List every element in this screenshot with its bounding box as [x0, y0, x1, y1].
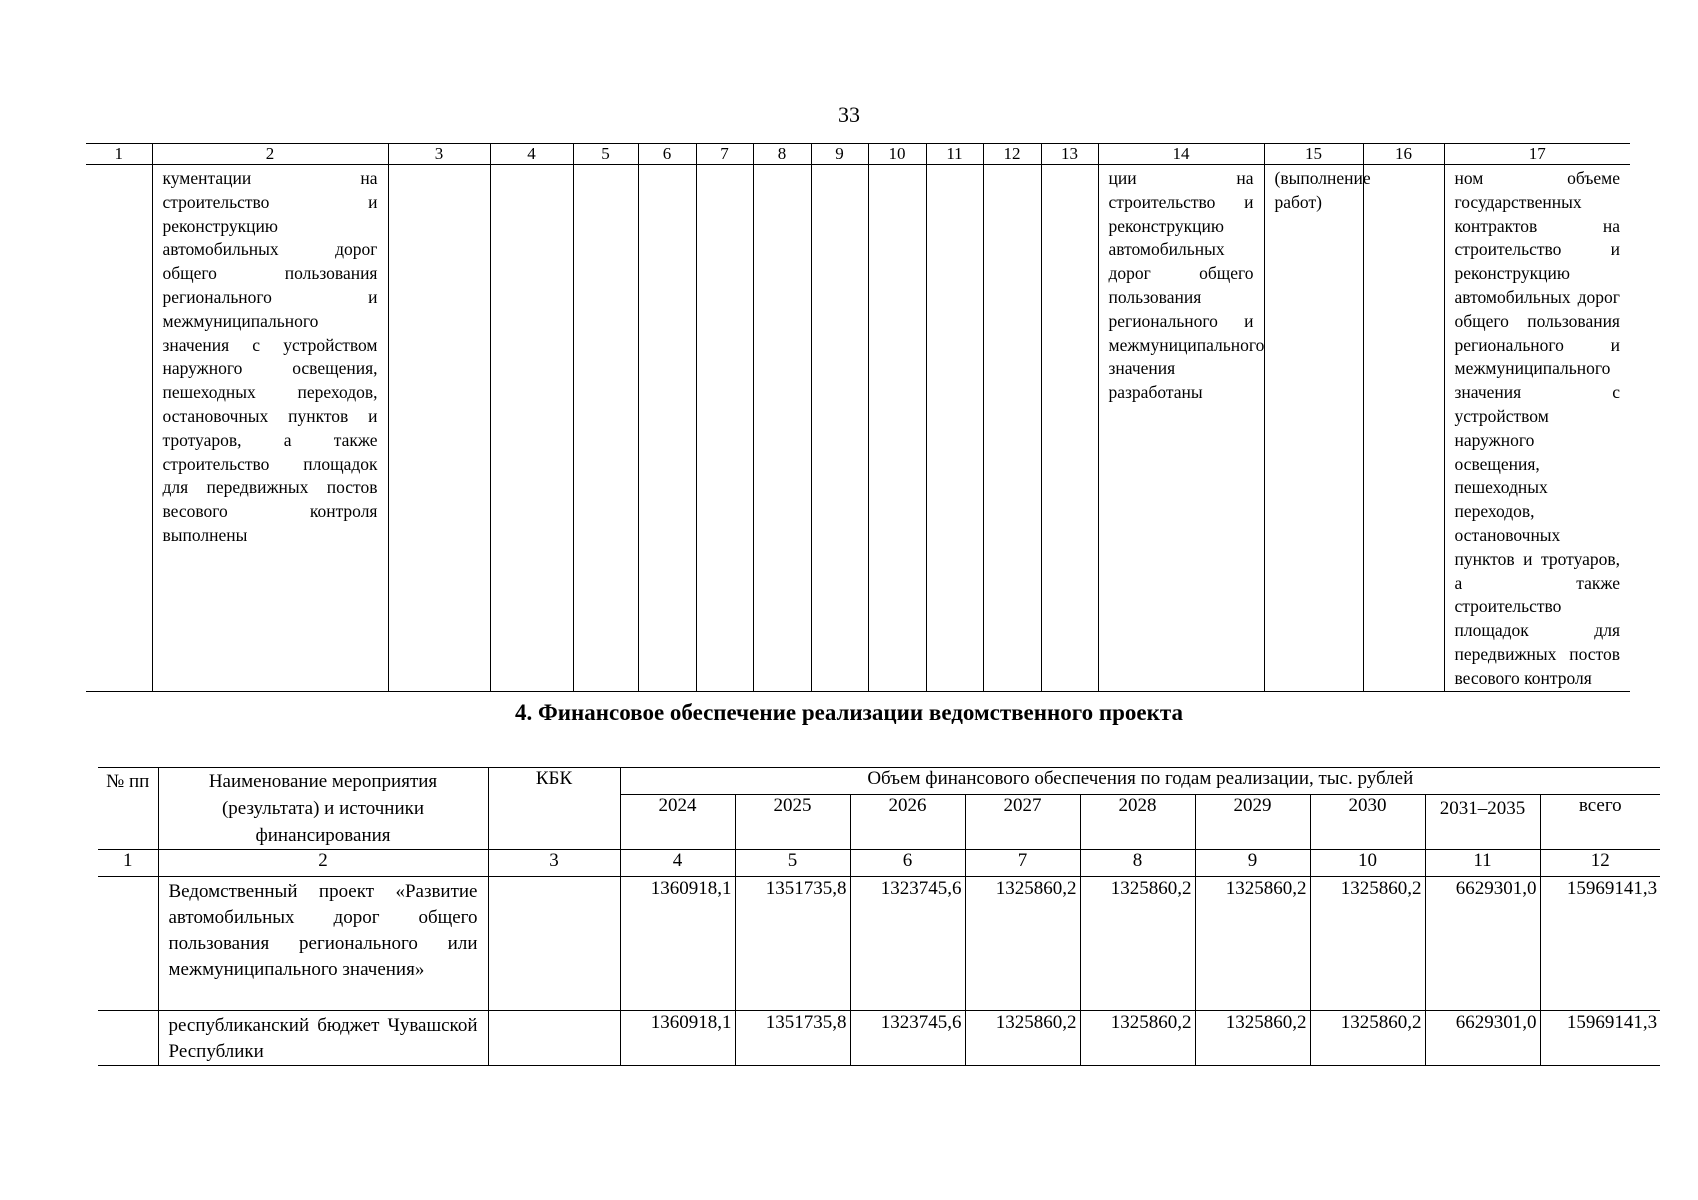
- value-cell: 1325860,2: [1310, 1011, 1425, 1066]
- column-number: 1: [86, 144, 152, 165]
- year-header: 2027: [965, 795, 1080, 850]
- value-cell: 1323745,6: [850, 877, 965, 1011]
- table-cell: [1041, 165, 1098, 692]
- column-number: 4: [620, 850, 735, 877]
- table-cell: [983, 165, 1041, 692]
- column-number: 8: [1080, 850, 1195, 877]
- column-number: 4: [490, 144, 573, 165]
- column-number: 14: [1098, 144, 1264, 165]
- table-cell: [811, 165, 868, 692]
- value-cell: 1325860,2: [1195, 877, 1310, 1011]
- row-number: [98, 1011, 158, 1066]
- value-cell: 1351735,8: [735, 1011, 850, 1066]
- column-number: 9: [811, 144, 868, 165]
- table-cell: [753, 165, 811, 692]
- column-number: 16: [1363, 144, 1444, 165]
- column-number: 12: [983, 144, 1041, 165]
- row-number: [98, 877, 158, 1011]
- year-header: всего: [1540, 795, 1660, 850]
- column-number: 3: [488, 850, 620, 877]
- value-cell: 1325860,2: [1080, 1011, 1195, 1066]
- column-number: 7: [965, 850, 1080, 877]
- page-number: 33: [838, 102, 860, 127]
- year-header: 2025: [735, 795, 850, 850]
- table-row: [86, 165, 1630, 692]
- continuation-table: [86, 143, 1630, 692]
- header-kbk: КБК: [488, 768, 620, 850]
- column-number: 2: [158, 850, 488, 877]
- year-header: 2029: [1195, 795, 1310, 850]
- column-15-cell: (выполнение работ): [1264, 165, 1363, 692]
- table-cell: [86, 165, 152, 692]
- column-number: 1: [98, 850, 158, 877]
- section-title: 4. Финансовое обеспечение реализации ведомственного проекта: [515, 700, 1183, 725]
- value-cell: 1325860,2: [1080, 877, 1195, 1011]
- year-header: 2026: [850, 795, 965, 850]
- value-cell: 1325860,2: [965, 1011, 1080, 1066]
- value-cell: 1325860,2: [1310, 877, 1425, 1011]
- table-cell: [868, 165, 926, 692]
- column-number: 2: [152, 144, 388, 165]
- table-cell: [1363, 165, 1444, 692]
- column-number: 11: [926, 144, 983, 165]
- finance-table: [98, 767, 1660, 1066]
- result-description-cell: кументации на строительство и реконструкцию автомобильных дорог общего пользования регионального и межмуниципального значения с устройством наружного освещения, пешеходных переходов, остановочных пунктов и тротуаров, а также строительство площадок для передвижных постов весового контроля выполнены: [152, 165, 388, 692]
- column-number: 10: [868, 144, 926, 165]
- value-cell: 1351735,8: [735, 877, 850, 1011]
- column-number: 7: [696, 144, 753, 165]
- table-cell: [388, 165, 490, 692]
- column-number: 6: [850, 850, 965, 877]
- column-number: 9: [1195, 850, 1310, 877]
- column-number: 17: [1444, 144, 1630, 165]
- column-17-cell: ном объеме государственных контрактов на строительство и реконструкцию автомобильных дорог общего пользования регионального и межмуниципального значения с устройством наружного освещения, пешеходных переходов, остановочных пунктов и тротуаров, а также строительство площадок для передвижных постов весового контроля: [1444, 165, 1630, 692]
- value-cell: 1360918,1: [620, 1011, 735, 1066]
- header-volume: Объем финансового обеспечения по годам реализации, тыс. рублей: [620, 768, 1660, 795]
- column-14-cell: ции на строительство и реконструкцию автомобильных дорог общего пользования регионального и межмуниципального значения разработаны: [1098, 165, 1264, 692]
- column-number: 15: [1264, 144, 1363, 165]
- column-number: 3: [388, 144, 490, 165]
- year-header: 2031–2035: [1425, 795, 1540, 850]
- header-no: № пп: [98, 768, 158, 850]
- value-cell: 6629301,0: [1425, 1011, 1540, 1066]
- column-number: 12: [1540, 850, 1660, 877]
- year-header: 2028: [1080, 795, 1195, 850]
- kbk-cell: [488, 877, 620, 1011]
- finance-header-row: [98, 768, 1660, 795]
- table-row: [98, 877, 1660, 1011]
- value-cell: 1325860,2: [1195, 1011, 1310, 1066]
- table-row: [98, 1011, 1660, 1066]
- year-header: 2024: [620, 795, 735, 850]
- table-cell: [490, 165, 573, 692]
- table-header-row: [86, 144, 1630, 165]
- project-name-cell: Ведомственный проект «Развитие автомобильных дорог общего пользования регионального или межмуниципального значения»: [158, 877, 488, 1011]
- column-number: 13: [1041, 144, 1098, 165]
- value-cell: 1325860,2: [965, 877, 1080, 1011]
- table-cell: [638, 165, 696, 692]
- column-number: 10: [1310, 850, 1425, 877]
- value-cell: 6629301,0: [1425, 877, 1540, 1011]
- column-numbers-row: [98, 850, 1660, 877]
- total-cell: 15969141,3: [1540, 877, 1660, 1011]
- column-number: 5: [735, 850, 850, 877]
- header-name: Наименование мероприятия (результата) и источники финансирования: [158, 768, 488, 850]
- kbk-cell: [488, 1011, 620, 1066]
- table-cell: [926, 165, 983, 692]
- value-cell: 1360918,1: [620, 877, 735, 1011]
- column-number: 5: [573, 144, 638, 165]
- year-header: 2030: [1310, 795, 1425, 850]
- column-number: 8: [753, 144, 811, 165]
- table-cell: [696, 165, 753, 692]
- column-number: 6: [638, 144, 696, 165]
- table-cell: [573, 165, 638, 692]
- column-number: 11: [1425, 850, 1540, 877]
- value-cell: 1323745,6: [850, 1011, 965, 1066]
- total-cell: 15969141,3: [1540, 1011, 1660, 1066]
- source-name-cell: республиканский бюджет Чувашской Республики: [158, 1011, 488, 1066]
